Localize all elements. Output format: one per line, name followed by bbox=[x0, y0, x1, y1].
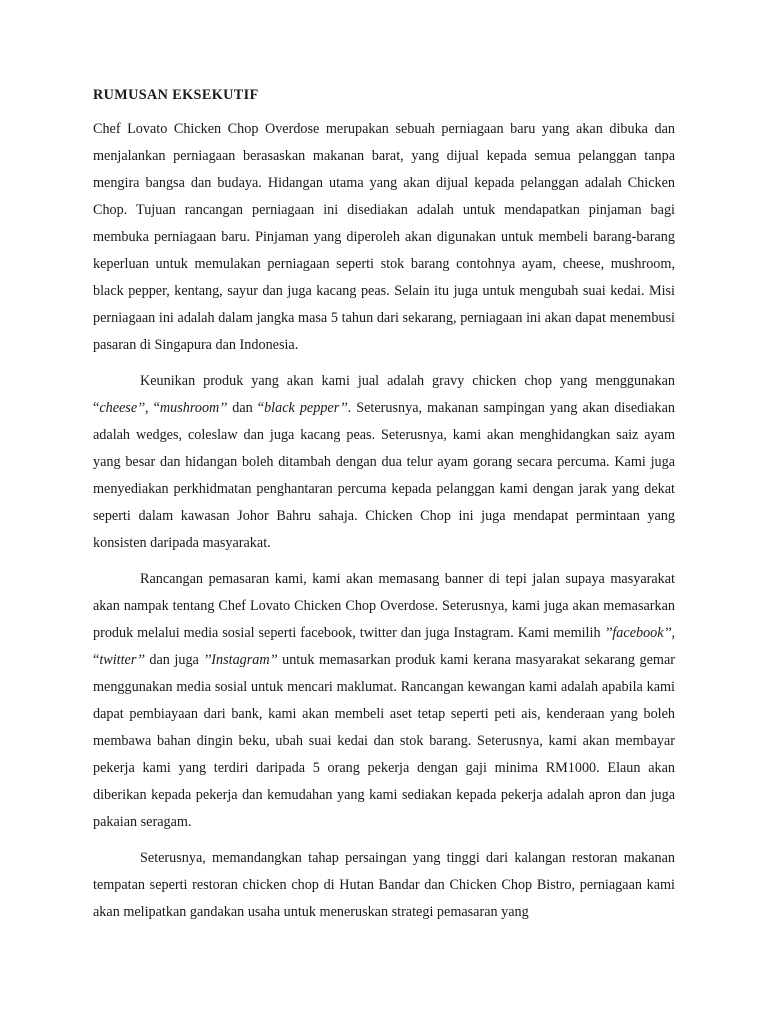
text-run: . Seterusnya, makanan sampingan yang akan disediakan adalah wedges, coleslaw dan juga kacang peas. Seterusnya, kami akan menghidangkan saiz ayam yang besar dan hidangan boleh ditambah dengan dua telur ayam gorang secara percuma. Kami juga menyediakan perkhidmatan penghantaran percuma kepada pelanggan kami dengan jarak yang dekat seperti dalam kawasan Johor Bahru sahaja. Chicken Chop ini juga mendapat permintaan yang konsisten daripada masyarakat. bbox=[93, 400, 675, 551]
paragraph-3 bbox=[93, 566, 675, 836]
text-run: dan “ bbox=[227, 400, 265, 416]
text-run: untuk memasarkan produk kami kerana masyarakat sekarang gemar menggunakan media sosial untuk mencari maklumat. Rancangan kewangan kami adalah apabila kami dapat pembiayaan dari bank, kami akan membeli aset tetap seperti peti ais, kenderaan yang boleh membawa bahan dingin beku, ubah suai kedai dan stok barang. Seterusnya, kami akan membayar pekerja kami yang terdiri daripada 5 orang pekerja dengan gaji minima RM1000. Elaun akan diberikan kepada pekerja dan kemudahan yang kami sediakan kepada pekerja adalah apron dan juga pakaian seragam. bbox=[93, 652, 675, 830]
document-body bbox=[93, 82, 675, 935]
text-run: , “ bbox=[145, 400, 160, 416]
paragraph-4 bbox=[93, 845, 675, 926]
text-run: , “ bbox=[93, 625, 675, 668]
italic-term: ’’Instagram’’ bbox=[203, 652, 278, 668]
text-run: Keunikan produk yang akan kami jual adalah gravy chicken chop yang menggunakan “ bbox=[93, 373, 675, 416]
paragraph-list bbox=[93, 116, 675, 926]
italic-term: cheese’’ bbox=[99, 400, 145, 416]
italic-term: mushroom’’ bbox=[159, 400, 228, 416]
italic-term: black pepper’’ bbox=[264, 400, 348, 416]
paragraph-1 bbox=[93, 116, 675, 359]
text-run: Rancangan pemasaran kami, kami akan memasang banner di tepi jalan supaya masyarakat akan nampak tentang Chef Lovato Chicken Chop Overdose. Seterusnya, kami juga akan memasarkan produk melalui media sosial seperti facebook, twitter dan juga Instagram. Kami memilih bbox=[93, 571, 675, 641]
text-run: dan juga bbox=[144, 652, 204, 668]
text-run: Seterusnya, memandangkan tahap persaingan yang tinggi dari kalangan restoran makanan tempatan seperti restoran chicken chop di Hutan Bandar dan Chicken Chop Bistro, perniagaan kami akan melipatkan gandakan usaha untuk meneruskan strategi pemasaran yang bbox=[93, 850, 675, 920]
document-title: RUMUSAN EKSEKUTIF bbox=[93, 87, 259, 103]
text-run: Chef Lovato Chicken Chop Overdose merupakan sebuah perniagaan baru yang akan dibuka dan menjalankan perniagaan berasaskan makanan barat, yang dijual kepada semua pelanggan tanpa mengira bangsa dan budaya. Hidangan utama yang akan dijual kepada pelanggan adalah Chicken Chop. Tujuan rancangan perniagaan ini disediakan adalah untuk mendapatkan pinjaman bagi membuka perniagaan baru. Pinjaman yang diperoleh akan digunakan untuk membeli barang-barang keperluan untuk memulakan perniagaan seperti stok barang contohnya ayam, cheese, mushroom, black pepper, kentang, sayur dan juga kacang peas. Selain itu juga untuk mengubah suai kedai. Misi perniagaan ini adalah dalam jangka masa 5 tahun dari sekarang, perniagaan ini akan dapat menembusi pasaran di Singapura dan Indonesia. bbox=[93, 121, 675, 353]
paragraph-2 bbox=[93, 368, 675, 557]
italic-term: ’’facebook’’ bbox=[604, 625, 672, 641]
italic-term: twitter’’ bbox=[99, 652, 145, 668]
